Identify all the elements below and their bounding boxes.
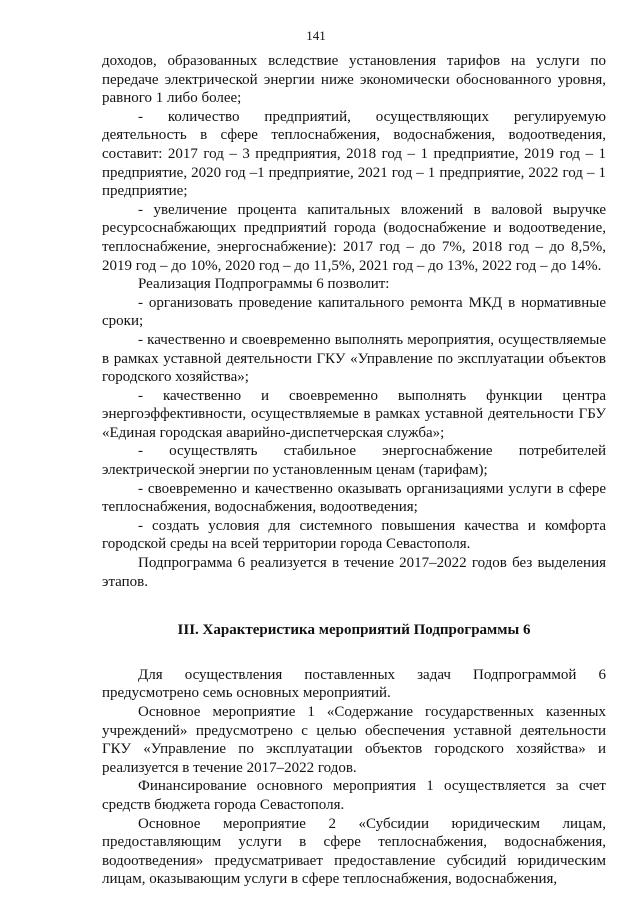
list-item: - организовать проведение капитального ремонта МКД в нормативные сроки; <box>102 294 606 330</box>
page-body <box>102 52 606 889</box>
list-item: - качественно и своевременно выполнять мероприятия, осуществляемые в рамках уставной деятельности ГКУ «Управление по эксплуатации объектов городского хозяйства»; <box>102 331 606 386</box>
list-item: - создать условия для системного повышения качества и комфорта городской среды на всей территории города Севастополя. <box>102 517 606 553</box>
list-item: - осуществлять стабильное энергоснабжение потребителей электрической энергии по установленным ценам (тарифам); <box>102 443 606 479</box>
page-number: 141 <box>306 28 326 43</box>
list-item: - увеличение процента капитальных вложений в валовой выручке ресурсоснабжающих предприятий города (водоснабжение и водоотведение, теплоснабжение, энергоснабжение): 2017 год – до 7%, 2018 год – до 8,5%, 2019 год – до 10%, 2020 год – до 11,5%, 2021 год – до 13%, 2022 год – до 14%. <box>102 201 606 274</box>
paragraph: Основное мероприятие 2 «Субсидии юридическим лицам, предоставляющим услуги в сфере теплоснабжения, водоснабжения, водоотведения» предусматривает предоставление субсидий юридическим лицам, оказывающим услуги в сфере теплоснабжения, водоснабжения, <box>102 815 606 888</box>
paragraph: Основное мероприятие 1 «Содержание государственных казенных учреждений» предусмотрено с целью обеспечения уставной деятельности ГКУ «Управление по эксплуатации объектов городского хозяйства» и реализуется в течение 2017–2022 годов. <box>102 704 606 776</box>
paragraph: Финансирование основного мероприятия 1 осуществляется за счет средств бюджета города Севастополя. <box>102 778 606 813</box>
paragraph: Подпрограмма 6 реализуется в течение 2017–2022 годов без выделения этапов. <box>102 555 606 590</box>
list-item: - качественно и своевременно выполнять функции центра энергоэффективности, осуществляемые в рамках уставной деятельности ГБУ «Единая городская аварийно-диспетчерская служба»; <box>102 387 606 441</box>
paragraph: доходов, образованных вследствие установления тарифов на услуги по передаче электрической энергии ниже экономически обоснованного уровня, равного 1 либо более; <box>102 53 606 107</box>
paragraph: Для осуществления поставленных задач Подпрограммой 6 предусмотрено семь основных мероприятий. <box>102 666 606 702</box>
list-item: - количество предприятий, осуществляющих регулируемую деятельность в сфере теплоснабжения, водоснабжения, водоотведения, составит: 2017 год – 3 предприятия, 2018 год – 1 предприятие, 2019 год – 1 предприятие, 2020 год –1 предприятие, 2021 год – 1 предприятие, 2022 год – 1 предприятие; <box>102 108 606 200</box>
section-heading: III. Характеристика мероприятий Подпрограммы 6 <box>177 622 531 639</box>
paragraph: Реализация Подпрограммы 6 позволит: <box>138 276 390 293</box>
list-item: - своевременно и качественно оказывать организациями услуги в сфере теплоснабжения, водоснабжения, водоотведения; <box>102 480 606 516</box>
